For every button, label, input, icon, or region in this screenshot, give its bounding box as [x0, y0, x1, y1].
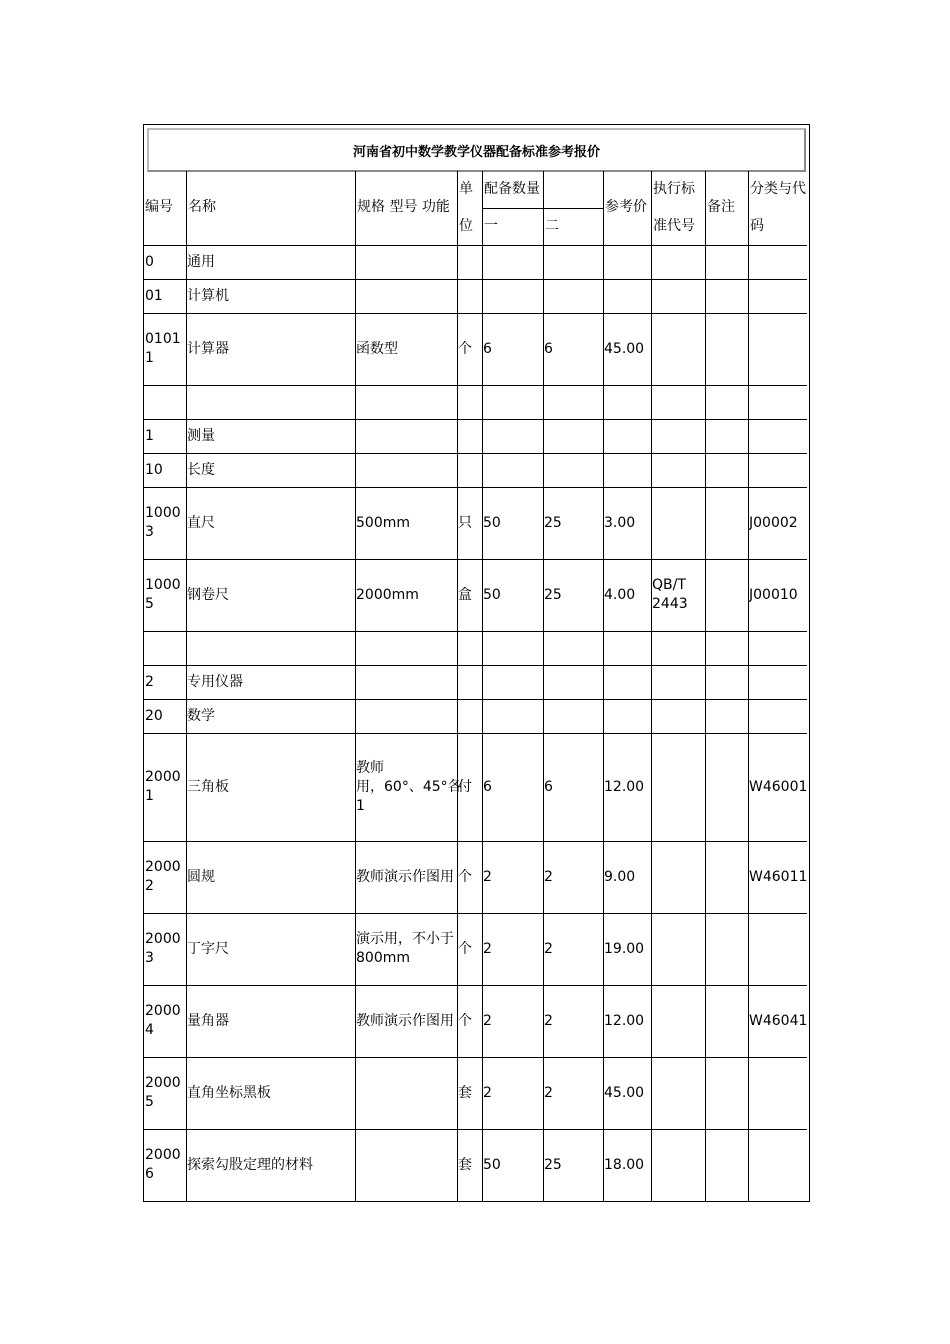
price-list-document — [143, 124, 810, 1202]
column-divider — [651, 171, 652, 1201]
header-quantity-second: 二 — [545, 218, 559, 234]
cell-text: 2 — [544, 1012, 553, 1029]
cell-q1 — [483, 733, 543, 841]
cell-code — [145, 985, 186, 1057]
cell-code — [145, 841, 186, 913]
cell-spec — [356, 313, 457, 385]
cell-text: 6 — [145, 1166, 154, 1182]
cell-text: J00010 — [749, 586, 798, 603]
cell-code — [145, 699, 186, 733]
cell-q2 — [544, 1129, 603, 1201]
cell-cls — [749, 985, 806, 1057]
cell-name — [187, 699, 355, 733]
cell-text: 3.00 — [604, 514, 636, 531]
column-divider — [543, 208, 544, 245]
cell-text: 4.00 — [604, 586, 636, 603]
cell-text: 500mm — [356, 514, 410, 531]
cell-text: 测量 — [187, 427, 215, 444]
cell-price — [604, 841, 651, 913]
cell-name — [187, 279, 355, 313]
cell-name — [187, 419, 355, 453]
cell-cls — [749, 487, 806, 559]
cell-text: 数学 — [187, 707, 215, 724]
cell-cls — [749, 559, 806, 631]
cell-name — [187, 559, 355, 631]
cell-q2 — [544, 985, 603, 1057]
cell-price — [604, 487, 651, 559]
cell-text: 50 — [483, 514, 501, 531]
cell-text: 2000 — [145, 1003, 181, 1019]
cell-text: 计算器 — [187, 340, 229, 357]
cell-text: 25 — [544, 586, 562, 603]
cell-text: 2000 — [145, 931, 181, 947]
cell-text: 圆规 — [187, 868, 215, 885]
cell-name — [187, 453, 355, 487]
cell-text: 6 — [544, 778, 553, 795]
header-price: 参考价 — [605, 199, 647, 215]
cell-price — [604, 733, 651, 841]
cell-name — [187, 733, 355, 841]
cell-text: 1000 — [145, 577, 181, 593]
cell-code — [145, 665, 186, 699]
cell-text: 2 — [544, 940, 553, 957]
cell-unit — [458, 841, 482, 913]
cell-code — [145, 313, 186, 385]
cell-std — [652, 559, 705, 631]
cell-text: 12.00 — [604, 1012, 645, 1029]
cell-name — [187, 985, 355, 1057]
cell-q2 — [544, 559, 603, 631]
cell-q2 — [544, 733, 603, 841]
header-quantity: 配备数量 — [484, 181, 540, 197]
cell-unit — [458, 913, 482, 985]
cell-text: 20 — [145, 707, 163, 724]
cell-price — [604, 1057, 651, 1129]
cell-text: 盒 — [458, 586, 472, 603]
cell-q1 — [483, 985, 543, 1057]
cell-text: 个 — [458, 868, 472, 885]
cell-name — [187, 913, 355, 985]
cell-text: 三角板 — [187, 778, 229, 795]
header-unit-line1: 单 — [459, 181, 473, 197]
cell-text: 套 — [458, 1156, 472, 1173]
cell-q2 — [544, 487, 603, 559]
cell-spec — [356, 487, 457, 559]
cell-unit — [458, 1129, 482, 1201]
cell-text: 演示用，不小于 — [356, 931, 454, 947]
cell-q2 — [544, 841, 603, 913]
cell-text: 1 — [145, 350, 154, 366]
cell-text: 长度 — [187, 461, 215, 478]
cell-q2 — [544, 913, 603, 985]
cell-text: 45.00 — [604, 1084, 645, 1101]
cell-text: 钢卷尺 — [187, 586, 229, 603]
cell-name — [187, 313, 355, 385]
document-title: 河南省初中数学教学仪器配备标准参考报价 — [352, 144, 600, 160]
cell-text: 9.00 — [604, 868, 636, 885]
cell-text: 直尺 — [187, 514, 215, 531]
cell-text: 量角器 — [187, 1012, 229, 1029]
cell-text: 6 — [544, 340, 553, 357]
cell-text: 2 — [483, 940, 492, 957]
cell-code — [145, 487, 186, 559]
title-box — [147, 128, 806, 172]
header-classification-line2: 码 — [750, 218, 764, 234]
column-divider — [705, 171, 706, 1201]
cell-text: 25 — [544, 514, 562, 531]
cell-name — [187, 841, 355, 913]
cell-code — [145, 245, 186, 279]
cell-text: 2443 — [652, 596, 688, 612]
cell-text: 函数型 — [356, 340, 398, 357]
header-classification-line1: 分类与代 — [750, 181, 806, 197]
cell-code — [145, 631, 186, 665]
cell-text: 通用 — [187, 253, 215, 270]
header-code: 编号 — [145, 199, 173, 215]
cell-text: 2 — [483, 1084, 492, 1101]
cell-text: 只 — [458, 514, 472, 531]
cell-text: 2 — [483, 1012, 492, 1029]
cell-text: 6 — [483, 778, 492, 795]
cell-spec — [356, 985, 457, 1057]
cell-spec — [356, 733, 462, 841]
cell-text: 个 — [458, 940, 472, 957]
cell-name — [187, 487, 355, 559]
cell-text: 0 — [145, 253, 154, 270]
cell-text: 18.00 — [604, 1156, 645, 1173]
cell-code — [145, 279, 186, 313]
cell-text: 25 — [544, 1156, 562, 1173]
cell-q1 — [483, 841, 543, 913]
cell-text: 2000mm — [356, 586, 419, 603]
cell-unit — [458, 559, 482, 631]
cell-text: 2000 — [145, 859, 181, 875]
cell-text: 01 — [145, 287, 163, 304]
cell-text: 2 — [145, 878, 154, 894]
cell-text: 5 — [145, 1094, 154, 1110]
cell-code — [145, 453, 186, 487]
cell-spec — [356, 841, 457, 913]
cell-text: 6 — [483, 340, 492, 357]
cell-q1 — [483, 1129, 543, 1201]
cell-code — [145, 385, 186, 419]
cell-text: 19.00 — [604, 940, 645, 957]
header-unit-line2: 位 — [459, 218, 473, 234]
cell-text: 直角坐标黑板 — [187, 1084, 271, 1101]
cell-text: 800mm — [356, 950, 410, 966]
cell-q1 — [483, 913, 543, 985]
cell-text: 2000 — [145, 769, 181, 785]
cell-text: 教师演示作图用 — [356, 1012, 454, 1029]
cell-text: 教师演示作图用 — [356, 868, 454, 885]
cell-text: J00002 — [749, 514, 798, 531]
cell-unit — [458, 313, 482, 385]
cell-text: 3 — [145, 524, 154, 540]
header-standard-line2: 准代号 — [653, 218, 695, 234]
header-note: 备注 — [707, 199, 735, 215]
cell-text: W46011 — [749, 868, 808, 885]
cell-text: 计算机 — [187, 287, 229, 304]
cell-text: 45.00 — [604, 340, 645, 357]
cell-text: 3 — [145, 950, 154, 966]
cell-text: 套 — [458, 1084, 472, 1101]
cell-q2 — [544, 313, 603, 385]
cell-unit — [458, 985, 482, 1057]
cell-spec — [356, 559, 457, 631]
cell-price — [604, 913, 651, 985]
cell-price — [604, 313, 651, 385]
cell-text: 个 — [458, 1012, 472, 1029]
row-divider — [144, 631, 807, 632]
cell-text: 探索勾股定理的材料 — [187, 1156, 313, 1173]
cell-text: 4 — [145, 1022, 154, 1038]
cell-q1 — [483, 559, 543, 631]
cell-text: 50 — [483, 1156, 501, 1173]
header-quantity-first: 一 — [484, 218, 498, 234]
header-standard-line1: 执行标 — [653, 181, 695, 197]
cell-q1 — [483, 313, 543, 385]
cell-text: 50 — [483, 586, 501, 603]
cell-price — [604, 1129, 651, 1201]
cell-code — [145, 419, 186, 453]
cell-text: 个 — [458, 340, 472, 357]
row-divider — [144, 1201, 807, 1202]
cell-code — [145, 1057, 186, 1129]
cell-name — [187, 665, 355, 699]
cell-unit — [458, 1057, 482, 1129]
cell-cls — [749, 733, 806, 841]
cell-text: W46001 — [749, 778, 808, 795]
cell-spec — [356, 913, 457, 985]
cell-name — [187, 245, 355, 279]
cell-text: 1 — [145, 788, 154, 804]
cell-code — [145, 733, 186, 841]
cell-text: 丁字尺 — [187, 940, 229, 957]
cell-text: 2 — [145, 673, 154, 690]
cell-price — [604, 985, 651, 1057]
cell-name — [187, 1129, 355, 1201]
cell-unit — [458, 487, 482, 559]
cell-text: 教师 — [356, 759, 384, 776]
cell-q1 — [483, 487, 543, 559]
cell-text: QB/T — [652, 577, 686, 593]
cell-text: 2 — [483, 868, 492, 885]
cell-name — [187, 1057, 355, 1129]
header-spec: 规格 型号 功能 — [357, 199, 450, 215]
cell-unit — [458, 733, 482, 841]
cell-text: 1 — [356, 797, 365, 814]
cell-text: W46041 — [749, 1012, 808, 1029]
cell-text: 1 — [145, 427, 154, 444]
cell-price — [604, 559, 651, 631]
cell-q1 — [483, 1057, 543, 1129]
cell-text: 2000 — [145, 1147, 181, 1163]
cell-text: 0101 — [145, 331, 181, 347]
cell-text: 2 — [544, 868, 553, 885]
cell-code — [145, 913, 186, 985]
cell-text: 付 — [458, 778, 472, 795]
cell-text: 专用仪器 — [187, 673, 243, 690]
cell-text: 2000 — [145, 1075, 181, 1091]
cell-code — [145, 1129, 186, 1201]
cell-q2 — [544, 1057, 603, 1129]
cell-text: 10 — [145, 461, 163, 478]
cell-text: 5 — [145, 596, 154, 612]
row-divider — [144, 385, 807, 386]
cell-cls — [749, 841, 806, 913]
header-name: 名称 — [188, 199, 216, 215]
cell-text: 用，60°、45°各 — [356, 778, 462, 795]
cell-code — [145, 559, 186, 631]
cell-text: 2 — [544, 1084, 553, 1101]
cell-text: 1000 — [145, 505, 181, 521]
cell-text: 12.00 — [604, 778, 645, 795]
